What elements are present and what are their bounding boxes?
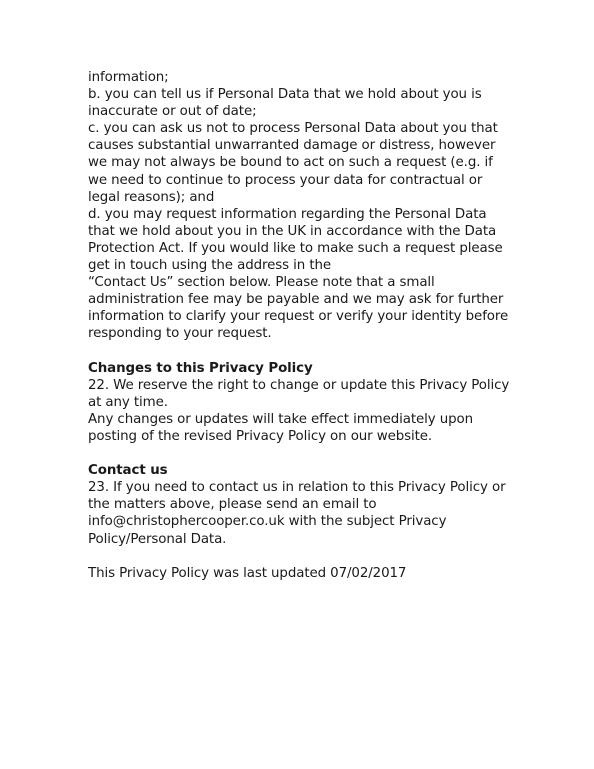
text-line: at any time. <box>88 394 168 410</box>
text-line: administration fee may be payable and we may ask for further <box>88 292 504 308</box>
text-line: 22. We reserve the right to change or update this Privacy Policy <box>88 377 510 393</box>
text-line: d. you may request information regarding the Personal Data <box>88 206 487 222</box>
changes-section <box>88 360 518 445</box>
text-line: get in touch using the address in the <box>88 258 332 274</box>
text-line: legal reasons); and <box>88 189 215 205</box>
section-heading-contact: Contact us <box>88 463 168 479</box>
paragraph-spacer <box>88 343 518 360</box>
document-page <box>88 69 518 582</box>
text-line: b. you can tell us if Personal Data that we hold about you is <box>88 87 482 103</box>
paragraph-spacer <box>88 548 518 565</box>
text-line: posting of the revised Privacy Policy on our website. <box>88 428 433 444</box>
text-line: that we hold about you in the UK in accordance with the Data <box>88 223 497 239</box>
section-heading-changes: Changes to this Privacy Policy <box>88 360 313 376</box>
text-line: information to clarify your request or verify your identity before <box>88 309 509 325</box>
contact-section <box>88 462 518 547</box>
last-updated-note: This Privacy Policy was last updated 07/02/2017 <box>88 565 407 581</box>
text-line: Protection Act. If you would like to make such a request please <box>88 240 503 256</box>
text-line: the matters above, please send an email to <box>88 497 377 513</box>
paragraph-spacer <box>88 445 518 462</box>
text-line: “Contact Us” section below. Please note that a small <box>88 275 435 291</box>
text-line: causes substantial unwarranted damage or distress, however <box>88 138 496 154</box>
rights-paragraph <box>88 69 518 343</box>
text-line: information; <box>88 70 169 85</box>
text-line: inaccurate or out of date; <box>88 104 257 120</box>
text-line: Policy/Personal Data. <box>88 531 227 547</box>
text-line: c. you can ask us not to process Personal Data about you that <box>88 121 498 137</box>
text-line: we may not always be bound to act on such a request (e.g. if <box>88 155 493 171</box>
text-line: 23. If you need to contact us in relation to this Privacy Policy or <box>88 480 506 496</box>
email-line: info@christophercooper.co.uk with the subject Privacy <box>88 514 447 530</box>
text-line: Any changes or updates will take effect immediately upon <box>88 411 474 427</box>
text-line: we need to continue to process your data for contractual or <box>88 172 483 188</box>
text-line: responding to your request. <box>88 326 272 342</box>
